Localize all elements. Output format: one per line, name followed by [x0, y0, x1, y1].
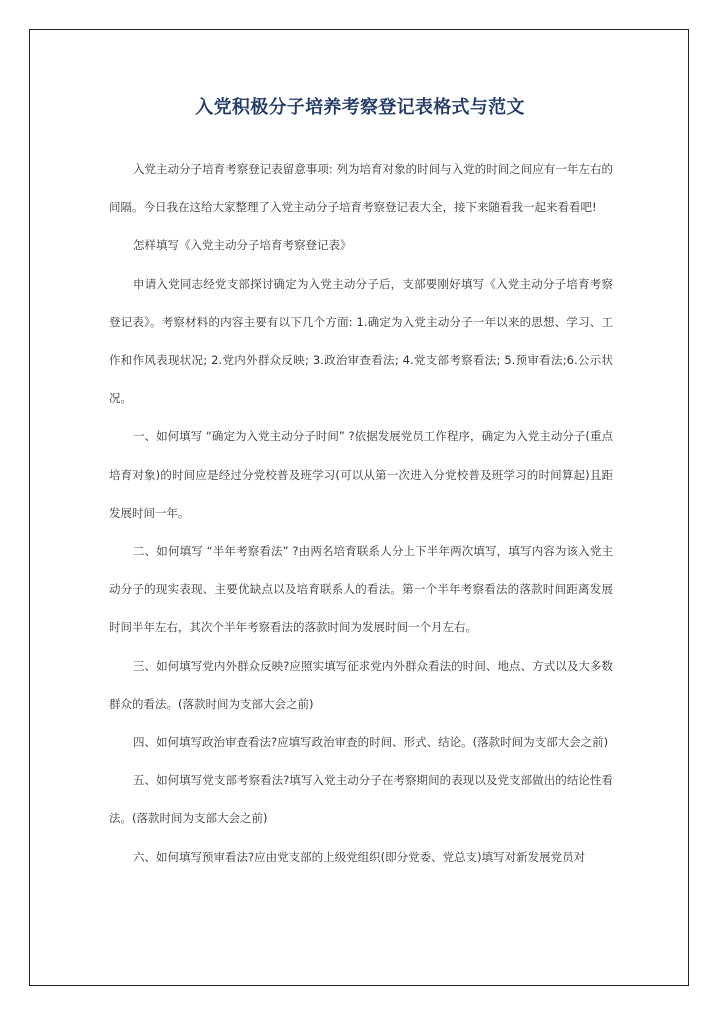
document-title: 入党积极分子培养考察登记表格式与范文: [195, 97, 525, 118]
document-body: [109, 150, 613, 876]
paragraph-item-2: 二、如何填写 “半年考察看法” ?由两名培育联系人分上下半年两次填写，填写内容为该入党主动分子的现实表现、主要优缺点以及培育联系人的看法。第一个半年考察看法的落款时间距离发展时间半年左右，其次个半年考察看法的落款时间为发展时间一个月左右。: [109, 544, 613, 635]
paragraph-item-3: 三、如何填写党内外群众反映?应照实填写征求党内外群众看法的时间、地点、方式以及大多数群众的看法。(落款时间为支部大会之前): [109, 658, 613, 711]
paragraph-intro: 入党主动分子培育考察登记表留意事项: 列为培育对象的时间与入党的时间之间应有一年左右的间隔。今日我在这给大家整理了入党主动分子培育考察登记表大全，接下来随看我一起来看看吧!: [109, 162, 613, 215]
paragraph-item-5: 五、如何填写党支部考察看法?填写入党主动分子在考察期间的表现以及党支部做出的结论性看法。(落款时间为支部大会之前): [109, 773, 613, 826]
paragraph-item-4: 四、如何填写政治审查看法?应填写政治审查的时间、形式、结论。(落款时间为支部大会之前): [133, 735, 609, 750]
paragraph-item-6: 六、如何填写预审看法?应由党支部的上级党组织(即分党委、党总支)填写对新发展党员对: [133, 849, 586, 864]
paragraph-heading-how-to-fill: 怎样填写《入党主动分子培育考察登记表》: [133, 238, 352, 253]
paragraph-item-1: 一、如何填写 “确定为入党主动分子时间” ?依据发展党员工作程序，确定为入党主动分子(重点培育对象)的时间应是经过分党校普及班学习(可以从第一次进入分党校普及班学习的时间算起)且距发展时间一年。: [109, 429, 613, 520]
paragraph-materials: 申请入党同志经党支部探讨确定为入党主动分子后，支部要刚好填写《入党主动分子培育考察登记表》。考察材料的内容主要有以下几个方面: 1.确定为入党主动分子一年以来的思想、学习、工作和作风表现状况; 2.党内外群众反映; 3.政治审查看法; 4.党支部考察看法; 5.预审看法;6.公示状况。: [109, 276, 613, 406]
